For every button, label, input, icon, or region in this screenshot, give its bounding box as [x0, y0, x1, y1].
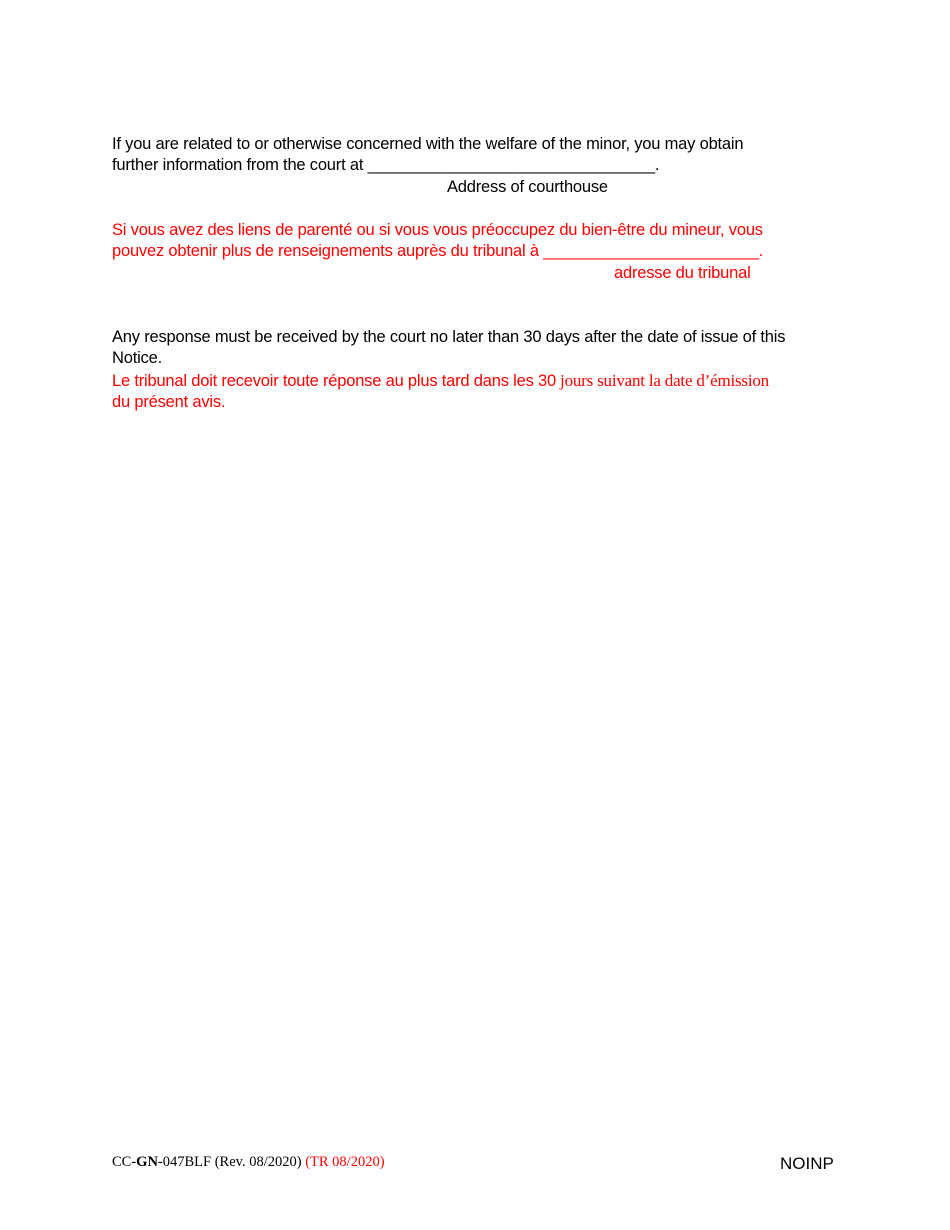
response-deadline-fr-line-1: [112, 370, 769, 392]
notice-en-line-2: further information from the court at ________________________________.: [112, 156, 660, 174]
form-number: [112, 1153, 385, 1171]
form-code: NOINP: [780, 1154, 834, 1173]
notice-fr-line-2: pouvez obtenir plus de renseignements auprès du tribunal à ________________________.: [112, 242, 764, 260]
notice-en-line-1: If you are related to or otherwise concerned with the welfare of the minor, you may obtain: [112, 135, 744, 153]
notice-fr-line-1: Si vous avez des liens de parenté ou si vous vous préoccupez du bien-être du mineur, vous: [112, 221, 763, 239]
form-bold: GN: [136, 1154, 158, 1170]
response-deadline-fr-line-2: du présent avis.: [112, 393, 226, 411]
response-deadline-fr-sans: Le tribunal doit recevoir toute réponse au plus tard dans les 30: [112, 372, 556, 390]
translation-revision: (TR 08/2020): [305, 1154, 385, 1170]
response-deadline-fr-serif: jours suivant la date d’émission: [556, 371, 769, 390]
form-suffix: -047BLF (Rev. 08/2020): [157, 1154, 302, 1170]
courthouse-address-caption: Address of courthouse: [447, 178, 608, 196]
response-deadline-en-line-1: Any response must be received by the court no later than 30 days after the date of issue of this: [112, 328, 786, 346]
tribunal-address-caption: adresse du tribunal: [614, 264, 751, 282]
form-prefix: CC-: [112, 1154, 137, 1170]
response-deadline-en-line-2: Notice.: [112, 349, 162, 367]
